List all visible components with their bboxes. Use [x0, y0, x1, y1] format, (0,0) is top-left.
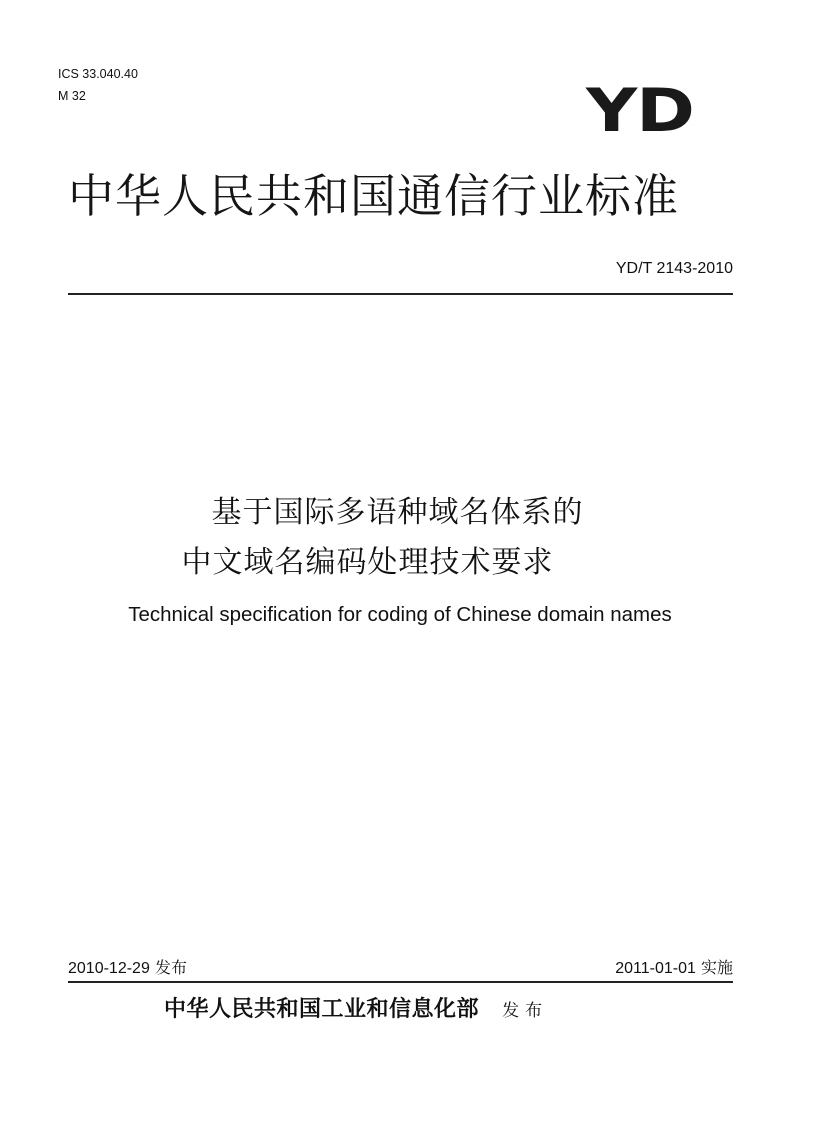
issue-date: 2010-12-29	[68, 960, 150, 977]
issue-date-block	[68, 958, 187, 979]
standard-type-heading: 中华人民共和国通信行业标准	[68, 169, 679, 223]
ccs-code: M 32	[58, 89, 86, 103]
implementation-date-block	[615, 958, 733, 979]
footer-divider	[68, 981, 733, 983]
title-zh-line-2: 中文域名编码处理技术要求	[181, 545, 554, 580]
yd-logo: YD	[586, 76, 694, 146]
title-english: Technical specification for coding of Chinese domain names	[128, 603, 672, 626]
standard-number: YD/T 2143-2010	[615, 260, 733, 277]
header-divider	[68, 293, 733, 295]
issuer-name: 中华人民共和国工业和信息化部	[164, 996, 480, 1022]
implementation-date: 2011-01-01	[615, 960, 696, 977]
issue-label: 发布	[154, 958, 187, 977]
issuer-row	[164, 994, 548, 1024]
title-zh-line-1: 基于国际多语种域名体系的	[211, 495, 584, 530]
implementation-label: 实施	[700, 958, 733, 977]
issuer-suffix: 发布	[502, 1001, 549, 1021]
ics-code: ICS 33.040.40	[58, 67, 138, 81]
